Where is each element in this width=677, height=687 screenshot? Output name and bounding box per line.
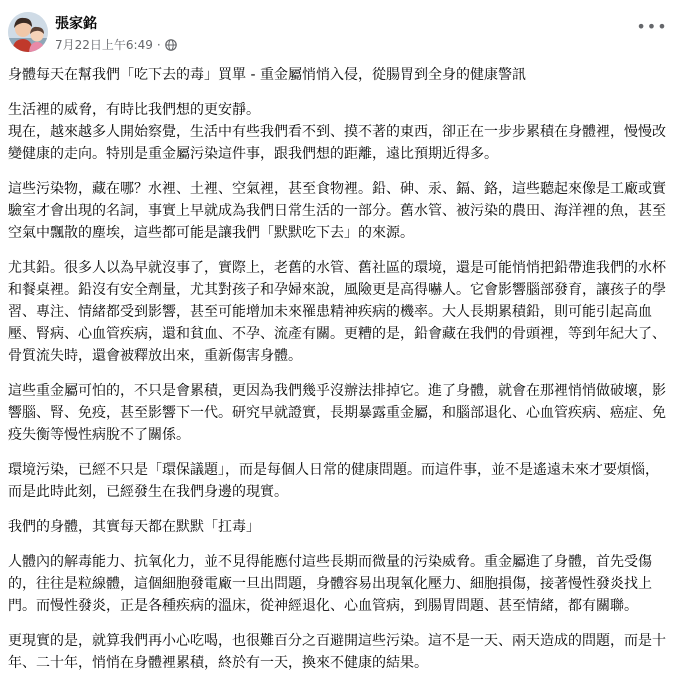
post-paragraph: 更現實的是，就算我們再小心吃喝，也很難百分之百避開這些污染。這不是一天、兩天造成的問題，而是十年、二十年，悄悄在身體裡累積，終於有一天，換來不健康的結果。 (8, 633, 666, 671)
post-header (8, 12, 668, 56)
post-paragraph: 環境污染，已經不只是「環保議題」，而是每個人日常的健康問題。而這件事，並不是遙遠未來才要煩惱，而是此時此刻，已經發生在我們身邊的現實。 (8, 462, 659, 500)
post-paragraph: 我們的身體，其實每天都在默默「扛毒」 (8, 519, 260, 535)
meta-separator: · (156, 38, 161, 52)
author-name[interactable]: 張家銘 (55, 16, 97, 32)
post-paragraph: 尤其鉛。很多人以為早就沒事了，實際上，老舊的水管、舊社區的環境，還是可能悄悄把鉛帶進我們的水杯和餐桌裡。鉛沒有安全劑量，尤其對孩子和孕婦來說，風險更是高得嚇人。它會影響腦部發育，讓孩子的學習、專注、情緒都受到影響，甚至可能增加未來罹患精神疾病的機率。大人長期累積鉛，則可能引起高血壓、腎病、心血管疾病，還和貧血、不孕、流產有關。更糟的是，鉛會藏在我們的骨頭裡，等到年紀大了、骨質流失時，還會被釋放出來，重新傷害身體。 (8, 260, 666, 364)
post-paragraph: 人體內的解毒能力、抗氧化力，並不見得能應付這些長期而微量的污染威脅。重金屬進了身體，首先受傷的，往往是粒線體，這個細胞發電廠一旦出問題，身體容易出現氧化壓力、細胞損傷，接著慢性發炎找上門。而慢性發炎，正是各種疾病的溫床，從神經退化、心血管病，到腸胃問題、甚至情緒，都有關聯。 (8, 554, 652, 614)
post-paragraph: 這些重金屬可怕的，不只是會累積，更因為我們幾乎沒辦法排掉它。進了身體，就會在那裡悄悄做破壞，影響腦、腎、免疫，甚至影響下一代。研究早就證實，長期暴露重金屬，和腦部退化、心血管疾病、癌症、免疫失衡等慢性病脫不了關係。 (8, 383, 666, 443)
avatar-photo (8, 12, 48, 52)
avatar[interactable] (8, 12, 48, 52)
more-options-icon: ••• (636, 16, 668, 36)
post-timestamp[interactable]: 7月22日上午6:49 (55, 38, 153, 52)
post-paragraph: 這些污染物，藏在哪？水裡、土裡、空氣裡，甚至食物裡。鉛、砷、汞、鎘、鉻，這些聽起來像是工廠或實驗室才會出現的名詞，事實上早就成為我們日常生活的一部分。舊水管、被污染的農田、海洋裡的魚，甚至空氣中飄散的塵埃，這些都可能是讓我們「默默吃下去」的來源。 (8, 181, 666, 241)
post-meta (55, 37, 177, 53)
more-options-button[interactable] (638, 12, 666, 40)
post-paragraph: 身體每天在幫我們「吃下去的毒」買單 - 重金屬悄悄入侵，從腸胃到全身的健康警訊 (8, 67, 526, 83)
post-body (8, 64, 670, 687)
post-paragraph: 生活裡的威脅，有時比我們想的更安靜。 現在，越來越多人開始察覺，生活中有些我們看不到、摸不著的東西，卻正在一步步累積在身體裡，慢慢改變健康的走向。特別是重金屬污染這件事，跟我們想的距離，遠比預期近得多。 (8, 102, 666, 162)
globe-icon[interactable] (165, 39, 177, 51)
